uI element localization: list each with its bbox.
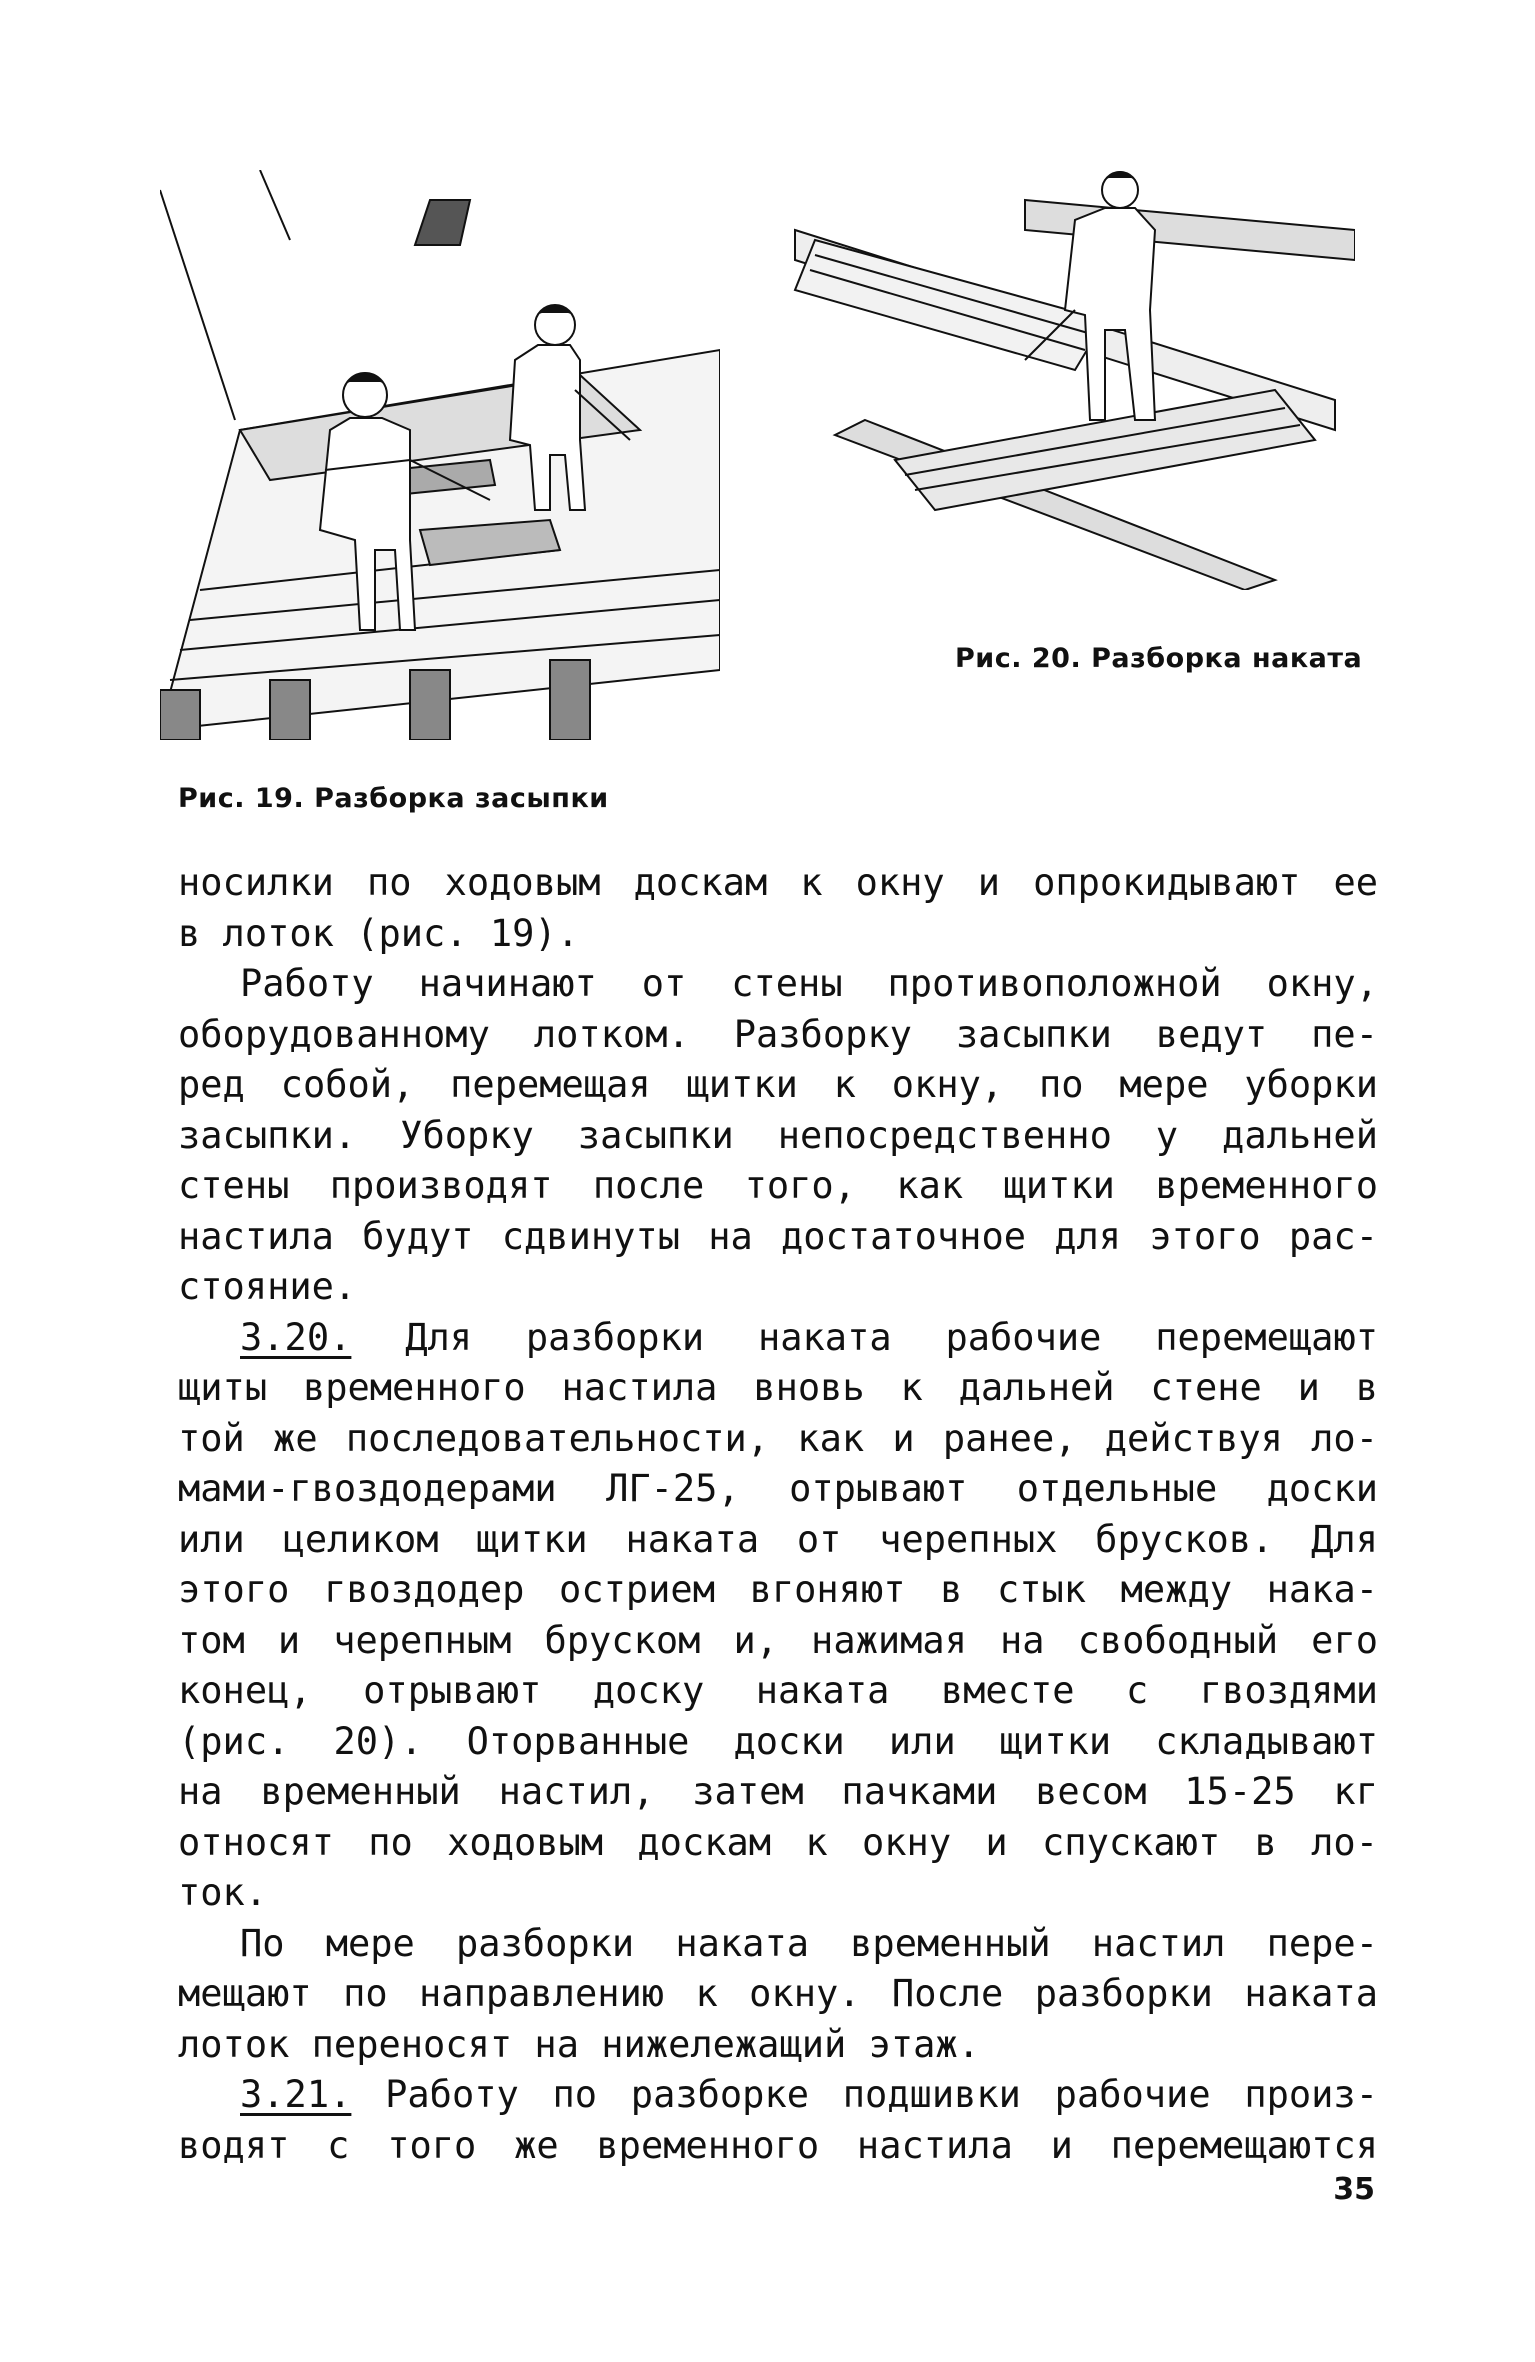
text-line: той же последовательности, как и ранее, действуя ло- bbox=[178, 1416, 1378, 1460]
text-line: этого гвоздодер острием вгоняют в стык между нака- bbox=[178, 1568, 1378, 1611]
text-line: носилки по ходовым доскам к окну и опрокидывают ее bbox=[178, 861, 1378, 904]
section-3-20-line bbox=[178, 1313, 1378, 1364]
text-line: Для разборки наката рабочие перемещают bbox=[351, 1315, 1378, 1359]
text-line: По мере разборки наката временный настил пере- bbox=[240, 1921, 1378, 1965]
worker-removing-roll-boards-illustration bbox=[775, 170, 1355, 590]
text-line: стояние. bbox=[178, 1265, 357, 1308]
figure-20-caption: Рис. 20. Разборка наката bbox=[955, 643, 1363, 674]
section-number: 3.21. bbox=[240, 2073, 352, 2116]
text-line: том и черепным бруском и, нажимая на свободный его bbox=[178, 1618, 1378, 1662]
text-line: в лоток (рис. 19). bbox=[178, 911, 579, 955]
text-line: (рис. 20). Оторванные доски или щитки складывают bbox=[178, 1719, 1378, 1763]
text-line: оборудованному лотком. Разборку засыпки ведут пе- bbox=[178, 1012, 1378, 1056]
workers-removing-backfill-illustration bbox=[160, 170, 720, 740]
text-line: мещают по направлению к окну. После разборки наката bbox=[178, 1972, 1378, 2015]
text-line: щиты временного настила вновь к дальней стене и в bbox=[178, 1366, 1378, 1409]
text-line: конец, отрывают доску наката вместе с гвоздями bbox=[178, 1669, 1378, 1712]
figure-19 bbox=[160, 170, 720, 740]
text-line: на временный настил, затем пачками весом 15-25 кг bbox=[178, 1770, 1378, 1813]
page-number: 35 bbox=[1333, 2172, 1375, 2207]
body-text bbox=[178, 858, 1378, 2171]
figure-19-caption: Рис. 19. Разборка засыпки bbox=[178, 783, 609, 814]
text-line: ток. bbox=[178, 1871, 268, 1914]
text-line: ред собой, перемещая щитки к окну, по мере уборки bbox=[178, 1063, 1378, 1106]
text-line: Работу по разборке подшивки рабочие произ- bbox=[351, 2073, 1378, 2116]
text-line: Работу начинают от стены противоположной окну, bbox=[240, 962, 1378, 1005]
text-line: относят по ходовым доскам к окну и спускают в ло- bbox=[178, 1820, 1378, 1864]
text-line: мами-гвоздодерами ЛГ-25, отрывают отдельные доски bbox=[178, 1467, 1378, 1510]
text-line: водят с того же временного настила и перемещаются bbox=[178, 2123, 1378, 2167]
text-line: лоток переносят на нижележащий этаж. bbox=[178, 2022, 980, 2066]
text-line: засыпки. Уборку засыпки непосредственно у дальней bbox=[178, 1113, 1378, 1157]
section-3-21-line bbox=[178, 2070, 1378, 2121]
text-line: стены производят после того, как щитки временного bbox=[178, 1164, 1378, 1207]
figure-20 bbox=[775, 170, 1355, 590]
text-line: или целиком щитки наката от черепных брусков. Для bbox=[178, 1517, 1378, 1561]
section-number: 3.20. bbox=[240, 1315, 352, 1359]
text-line: настила будут сдвинуты на достаточное для этого рас- bbox=[178, 1214, 1378, 1258]
